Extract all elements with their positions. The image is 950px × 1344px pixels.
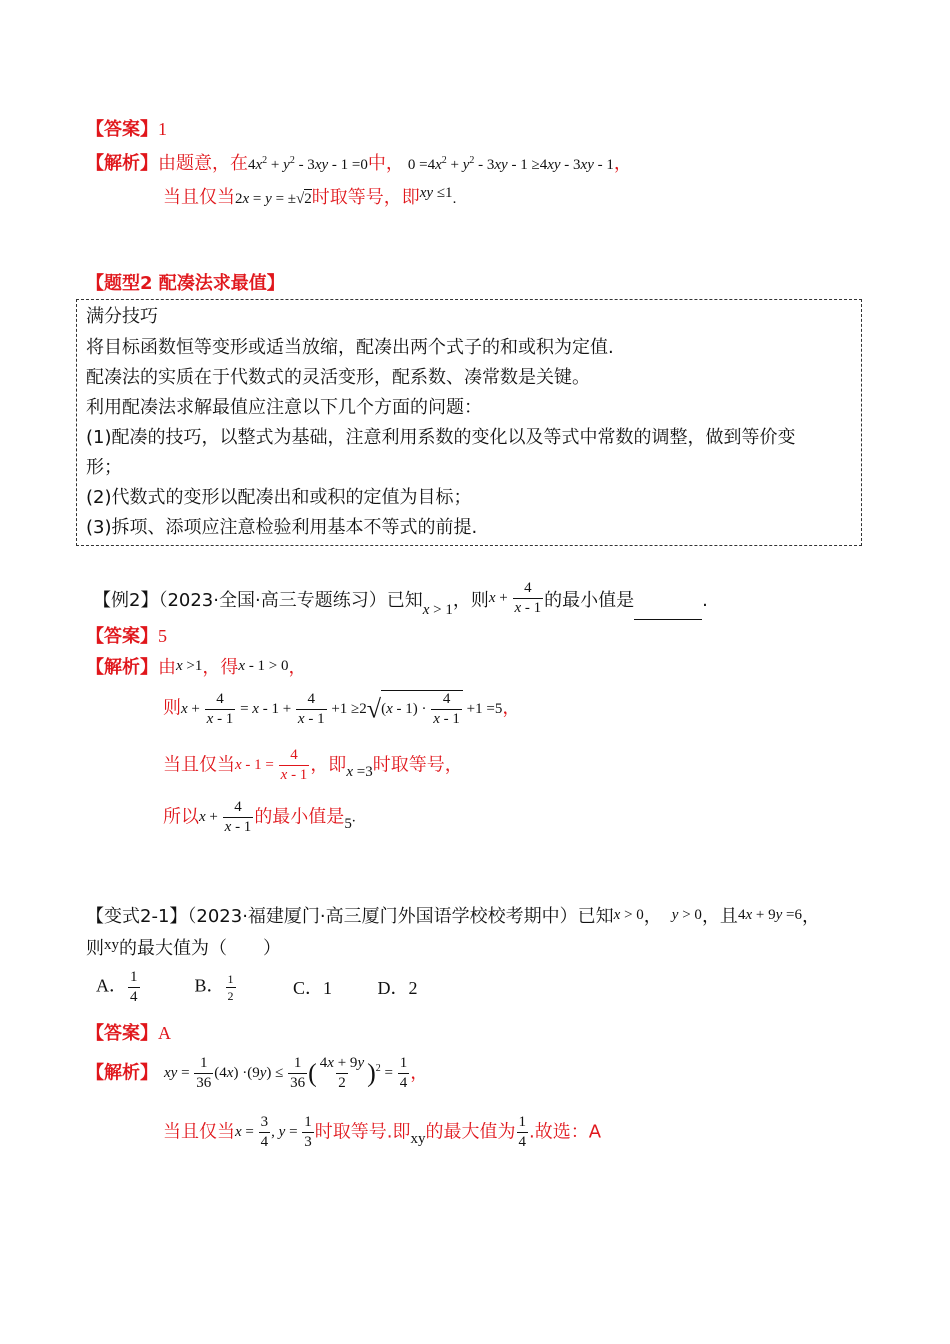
variant-label: 【变式2-1】 [86,906,188,927]
q1-analysis-line2 [163,186,456,211]
text: 则 [86,938,104,959]
derivation: xy = $\frac{1}{36}$ (4x) ·(9y) ≤ $\frac{1}{36}$ ( $\frac{4x + 9y}{2}$ )$^2$ = $\frac{1}{4}$ [164,1055,408,1091]
text: ，则 [452,589,489,611]
answer-value: 5 [158,626,167,646]
option-c[interactable] [293,976,373,1000]
option-b[interactable] [195,973,289,1002]
min-value: 5 [344,815,352,832]
derivation: x + $\frac{4}{x - 1}$ = x - 1 + $\frac{4}{x - 1}$ +1 ≥2√(x - 1) · $\frac{4}{x - 1}$ +1 =5 [181,691,503,727]
tips-line: 形； [86,457,122,478]
tips-line: 将目标函数恒等变形或适当放缩，配凑出两个式子的和或积为定值. [86,337,614,358]
solution: x =3 [346,763,373,780]
condition: x >1 [176,658,203,674]
analysis-text: ， [288,657,307,678]
equation: $4x^2 + y^2 - 3xy - 1 =0$ [248,155,368,173]
denominator: 2 [227,989,234,1003]
variant-source: （2023·福建厦门·高三厦门外国语学校校考期中）已知 [187,906,614,927]
text: 的最小值是 [544,589,635,611]
example2-question [93,580,708,620]
text: ， [801,906,820,927]
answer-value: A [158,1023,171,1043]
text: ，且 [701,906,738,927]
analysis-text: 由 [158,657,176,678]
answer-label: 【答案】 [86,119,158,140]
target: xy [104,937,119,953]
example-label: 【例2】 [93,589,159,611]
analysis-text: 的最大值为 [425,1121,516,1143]
analysis-text: ， [613,153,632,174]
variant-question-line1 [86,905,820,930]
answer-label: 【答案】 [86,1023,158,1044]
answer-label: 【答案】 [86,626,158,647]
tips-line: (1)配凑的技巧，以整式为基础，注意利用系数的变化以及等式中常数的调整，做到等价变 [86,427,796,448]
expression: x + 4 x - 1 [488,580,542,616]
variant-analysis-line1 [86,1056,428,1091]
example2-analysis-line2 [163,690,520,727]
analysis-text: 当且仅当 [163,187,235,208]
expression: x + $\frac{4}{x - 1}$ [199,799,252,835]
analysis-text: 所以 [163,806,199,828]
analysis-text: 当且仅当 [163,1121,235,1143]
answer-blank [634,601,702,620]
numerator: 1 [130,969,138,985]
period: . [452,191,457,207]
example-source: （2023·全国·高三专题练习）已知 [158,589,423,611]
analysis-label: 【解析】 [86,1062,158,1084]
analysis-text: 的最小值是 [254,806,345,828]
option-letter: B． [194,975,225,996]
option-letter: A． [96,975,127,996]
analysis-text: .故选：A [529,1121,602,1143]
analysis-text: 时取等号.即 [314,1121,411,1143]
analysis-text: 时取等号，即 [311,187,420,208]
equality-condition: 2x = y = ±√2 [235,191,312,207]
option-a[interactable] [96,970,190,1005]
example2-analysis-line1 [86,656,307,681]
analysis-text: 中， [367,153,404,174]
analysis-text: ， [410,1062,429,1084]
option-value: 1 [323,977,333,998]
analysis-label: 【解析】 [86,657,158,678]
text: ， [643,906,662,927]
period: . [702,589,708,611]
inequality: $0 =4x^2 + y^2 - 3xy - 1 \ge 4xy - 3xy - 1$ [407,155,614,173]
equality-condition: x - 1 = $\frac{4}{x - 1}$ [235,747,308,783]
option-value: 2 [408,977,418,998]
option-d[interactable] [378,976,458,1000]
equality-condition: x = $\frac{3}{4}$ , y = $\frac{1}{3}$ [235,1114,312,1150]
condition: x > 0 [613,907,644,923]
max-value: $\frac{1}{4}$ [518,1114,527,1150]
analysis-text: ，得 [202,657,239,678]
analysis-text: 时取等号， [372,754,463,776]
result: xy ≤1 [419,185,453,201]
period: . [351,809,356,826]
tips-line: (3)拆项、添项应注意检验利用基本不等式的前提. [86,517,478,538]
variant-question-line2 [86,937,281,962]
target: xy [410,1130,426,1147]
constraint: 4x + 9y =6 [737,907,802,923]
analysis-text: ， [502,697,521,719]
tips-line: 利用配凑法求解最值应注意以下几个方面的问题： [86,397,482,418]
q1-analysis-line1 [86,149,632,177]
answer-value: 1 [158,119,167,139]
analysis-text: 由题意，在 [158,153,248,174]
analysis-text: 当且仅当 [163,754,235,776]
tips-line: (2)代数式的变形以配凑出和或积的定值为目标； [86,487,472,508]
tips-line: 配凑法的实质在于代数式的灵活变形，配系数、凑常数是关键。 [86,367,590,388]
condition: x - 1 > 0 [238,658,289,674]
analysis-label: 【解析】 [86,153,158,174]
analysis-text: ，即 [310,754,347,776]
example2-analysis-line4 [163,800,356,835]
option-letter: D． [377,977,409,998]
example2-analysis-line3 [163,748,463,783]
denominator: 4 [130,989,138,1005]
condition: y > 0 [671,907,702,923]
tips-title: 满分技巧 [86,306,158,327]
condition: x > 1 [422,601,453,618]
option-letter: C． [293,977,324,998]
variant-analysis-line2 [163,1115,601,1150]
text: 的最大值为（ ） [119,938,281,959]
options [96,970,458,1005]
section-title: 【题型2 配凑法求最值】 [86,273,285,294]
numerator: 1 [227,972,234,986]
analysis-text: 则 [163,697,181,719]
